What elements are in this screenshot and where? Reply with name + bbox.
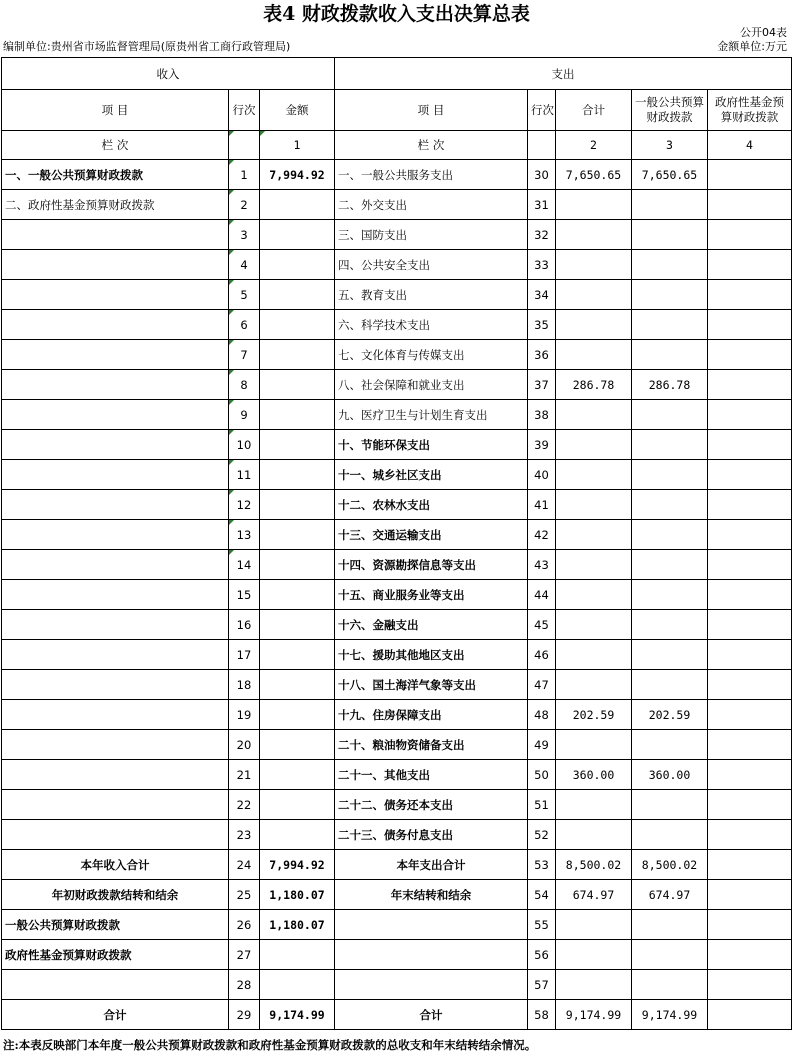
expense-gov-fund <box>708 370 792 400</box>
expense-line-no: 41 <box>528 490 556 520</box>
expense-line-no: 37 <box>528 370 556 400</box>
expense-item: 一、一般公共服务支出 <box>335 160 528 190</box>
expense-gov-fund <box>708 940 792 970</box>
income-item <box>2 400 229 430</box>
income-line-no: 3 <box>229 220 260 250</box>
expense-general-budget <box>632 460 708 490</box>
expense-line-no: 38 <box>528 400 556 430</box>
col3-label: 3 <box>632 131 708 160</box>
form-number: 公开04表 <box>740 26 787 39</box>
table-row <box>2 250 792 280</box>
col1-label: 1 <box>260 131 335 160</box>
expense-item: 十五、商业服务业等支出 <box>335 580 528 610</box>
income-item <box>2 670 229 700</box>
expense-item: 十三、交通运输支出 <box>335 520 528 550</box>
expense-line-no: 32 <box>528 220 556 250</box>
expense-line-no: 44 <box>528 580 556 610</box>
income-amount: 7,994.92 <box>260 160 335 190</box>
income-item <box>2 760 229 790</box>
expense-total <box>556 220 632 250</box>
income-amount-header: 金额 <box>260 90 335 131</box>
expense-general-budget <box>632 610 708 640</box>
expense-gov-fund <box>708 1000 792 1030</box>
expense-item: 七、文化体育与传媒支出 <box>335 340 528 370</box>
income-amount <box>260 670 335 700</box>
col4-label: 4 <box>708 131 792 160</box>
income-item <box>2 220 229 250</box>
table-row <box>2 220 792 250</box>
expense-line-no: 56 <box>528 940 556 970</box>
expense-item <box>335 910 528 940</box>
expense-total <box>556 520 632 550</box>
expense-item: 年末结转和结余 <box>335 880 528 910</box>
table-row <box>2 790 792 820</box>
expense-gov-fund <box>708 550 792 580</box>
income-line-no: 24 <box>229 850 260 880</box>
table-row <box>2 460 792 490</box>
table-row <box>2 520 792 550</box>
income-line-no: 23 <box>229 820 260 850</box>
expense-line-no: 57 <box>528 970 556 1000</box>
expense-item: 十六、金融支出 <box>335 610 528 640</box>
income-item <box>2 490 229 520</box>
expense-general-budget <box>632 580 708 610</box>
table-row <box>2 160 792 190</box>
income-line-no: 20 <box>229 730 260 760</box>
income-line-no: 15 <box>229 580 260 610</box>
income-amount <box>260 760 335 790</box>
expense-total <box>556 550 632 580</box>
expense-gov-fund <box>708 970 792 1000</box>
expense-general-budget <box>632 340 708 370</box>
income-amount <box>260 730 335 760</box>
expense-gov-fund <box>708 250 792 280</box>
expense-general-budget: 8,500.02 <box>632 850 708 880</box>
expense-item: 二十、粮油物资储备支出 <box>335 730 528 760</box>
income-amount: 1,180.07 <box>260 880 335 910</box>
expense-total <box>556 670 632 700</box>
expense-total <box>556 910 632 940</box>
expense-item: 本年支出合计 <box>335 850 528 880</box>
expense-general-budget: 674.97 <box>632 880 708 910</box>
income-item <box>2 430 229 460</box>
income-amount <box>260 250 335 280</box>
income-line-no: 26 <box>229 910 260 940</box>
expense-gov-fund <box>708 730 792 760</box>
income-item: 本年收入合计 <box>2 850 229 880</box>
table-row <box>2 820 792 850</box>
expense-general-budget: 360.00 <box>632 760 708 790</box>
expense-gov-fund <box>708 580 792 610</box>
expense-total: 360.00 <box>556 760 632 790</box>
expense-general-budget <box>632 550 708 580</box>
income-item: 一、一般公共预算财政拨款 <box>2 160 229 190</box>
table-row <box>2 760 792 790</box>
expense-line-no: 48 <box>528 700 556 730</box>
expense-total <box>556 730 632 760</box>
expense-item: 四、公共安全支出 <box>335 250 528 280</box>
expense-general-budget <box>632 940 708 970</box>
income-amount <box>260 610 335 640</box>
expense-item <box>335 970 528 1000</box>
col2-label: 2 <box>556 131 632 160</box>
expense-total <box>556 340 632 370</box>
income-line-no: 6 <box>229 310 260 340</box>
expense-line-no: 33 <box>528 250 556 280</box>
compiling-unit: 编制单位:贵州省市场监督管理局(原贵州省工商行政管理局) <box>3 40 291 53</box>
expense-total: 286.78 <box>556 370 632 400</box>
income-item <box>2 310 229 340</box>
table-row <box>2 190 792 220</box>
income-amount <box>260 280 335 310</box>
expense-total: 8,500.02 <box>556 850 632 880</box>
expense-line-no: 54 <box>528 880 556 910</box>
expense-general-budget <box>632 790 708 820</box>
footnote: 注:本表反映部门本年度一般公共预算财政拨款和政府性基金预算财政拨款的总收支和年末结转结余情况。 <box>3 1038 537 1052</box>
table-row <box>2 670 792 700</box>
income-line-no: 17 <box>229 640 260 670</box>
expense-general-budget <box>632 280 708 310</box>
amount-unit: 金额单位:万元 <box>717 40 787 53</box>
expense-general-budget: 286.78 <box>632 370 708 400</box>
income-line-no: 18 <box>229 670 260 700</box>
income-item: 一般公共预算财政拨款 <box>2 910 229 940</box>
table-row <box>2 910 792 940</box>
expense-gov-fund <box>708 820 792 850</box>
income-amount <box>260 970 335 1000</box>
expense-total <box>556 430 632 460</box>
income-item <box>2 280 229 310</box>
income-item <box>2 730 229 760</box>
expense-line-no: 39 <box>528 430 556 460</box>
income-line-no: 21 <box>229 760 260 790</box>
income-amount <box>260 490 335 520</box>
income-line-no: 1 <box>229 160 260 190</box>
expense-general-budget <box>632 490 708 520</box>
expense-general-budget: 202.59 <box>632 700 708 730</box>
expense-general-budget <box>632 520 708 550</box>
table-row <box>2 970 792 1000</box>
table-row <box>2 280 792 310</box>
income-line-no: 22 <box>229 790 260 820</box>
expense-line-no: 42 <box>528 520 556 550</box>
income-line-no: 13 <box>229 520 260 550</box>
expense-line-no: 52 <box>528 820 556 850</box>
table-row <box>2 310 792 340</box>
expense-gov-fund <box>708 880 792 910</box>
income-line-no: 28 <box>229 970 260 1000</box>
income-column-no-blank <box>229 131 260 160</box>
expense-line-no-header: 行次 <box>528 90 556 131</box>
gov-fund-header: 政府性基金预算财政拨款 <box>708 90 792 131</box>
expense-total <box>556 280 632 310</box>
expense-line-no: 50 <box>528 760 556 790</box>
table-row <box>2 430 792 460</box>
expense-item: 十八、国土海洋气象等支出 <box>335 670 528 700</box>
expense-gov-fund <box>708 670 792 700</box>
expense-gov-fund <box>708 850 792 880</box>
expense-line-no: 31 <box>528 190 556 220</box>
income-amount: 1,180.07 <box>260 910 335 940</box>
expense-general-budget <box>632 250 708 280</box>
expense-item: 十四、资源勘探信息等支出 <box>335 550 528 580</box>
income-item <box>2 700 229 730</box>
income-amount <box>260 790 335 820</box>
expense-total <box>556 640 632 670</box>
table-row <box>2 700 792 730</box>
income-item <box>2 790 229 820</box>
income-amount <box>260 940 335 970</box>
expense-gov-fund <box>708 610 792 640</box>
income-amount <box>260 400 335 430</box>
income-item <box>2 640 229 670</box>
income-amount <box>260 370 335 400</box>
income-amount <box>260 700 335 730</box>
expense-total: 7,650.65 <box>556 160 632 190</box>
income-item <box>2 250 229 280</box>
expense-item: 十七、援助其他地区支出 <box>335 640 528 670</box>
expense-line-no: 34 <box>528 280 556 310</box>
expense-general-budget: 7,650.65 <box>632 160 708 190</box>
expense-total: 674.97 <box>556 880 632 910</box>
expense-gov-fund <box>708 760 792 790</box>
expense-total <box>556 250 632 280</box>
income-line-no: 10 <box>229 430 260 460</box>
expense-line-no: 51 <box>528 790 556 820</box>
income-line-no: 12 <box>229 490 260 520</box>
report-table <box>1 57 792 1030</box>
income-amount <box>260 820 335 850</box>
income-item: 政府性基金预算财政拨款 <box>2 940 229 970</box>
expense-general-budget <box>632 220 708 250</box>
income-amount <box>260 580 335 610</box>
income-line-no: 7 <box>229 340 260 370</box>
income-item-header: 项 目 <box>2 90 229 131</box>
expense-gov-fund <box>708 190 792 220</box>
expense-total <box>556 580 632 610</box>
expense-general-budget <box>632 670 708 700</box>
income-item <box>2 610 229 640</box>
expense-general-budget <box>632 400 708 430</box>
expense-general-budget <box>632 820 708 850</box>
expense-item: 十二、农林水支出 <box>335 490 528 520</box>
income-line-no: 4 <box>229 250 260 280</box>
income-amount <box>260 550 335 580</box>
income-item <box>2 370 229 400</box>
expense-line-no: 40 <box>528 460 556 490</box>
income-amount <box>260 640 335 670</box>
table-row <box>2 730 792 760</box>
expense-gov-fund <box>708 220 792 250</box>
income-amount <box>260 460 335 490</box>
expense-line-no: 49 <box>528 730 556 760</box>
expense-item: 六、科学技术支出 <box>335 310 528 340</box>
income-amount <box>260 520 335 550</box>
expense-item: 五、教育支出 <box>335 280 528 310</box>
expense-line-no: 53 <box>528 850 556 880</box>
table-row <box>2 610 792 640</box>
expense-item: 二、外交支出 <box>335 190 528 220</box>
expense-column-label: 栏 次 <box>335 131 528 160</box>
expense-total <box>556 610 632 640</box>
expense-line-no: 36 <box>528 340 556 370</box>
income-item <box>2 460 229 490</box>
general-budget-header: 一般公共预算财政拨款 <box>632 90 708 131</box>
income-line-no: 9 <box>229 400 260 430</box>
report-title: 表4 财政拨款收入支出决算总表 <box>263 3 530 25</box>
expense-gov-fund <box>708 490 792 520</box>
income-item <box>2 580 229 610</box>
table-row <box>2 1000 792 1030</box>
expense-item: 八、社会保障和就业支出 <box>335 370 528 400</box>
expense-line-no: 46 <box>528 640 556 670</box>
expense-item: 十一、城乡社区支出 <box>335 460 528 490</box>
expense-general-budget <box>632 910 708 940</box>
expense-item-header: 项 目 <box>335 90 528 131</box>
expense-general-budget <box>632 970 708 1000</box>
expense-item <box>335 940 528 970</box>
expense-total <box>556 190 632 220</box>
expense-total-header: 合计 <box>556 90 632 131</box>
expense-item: 合计 <box>335 1000 528 1030</box>
table-row <box>2 850 792 880</box>
table-row <box>2 940 792 970</box>
expense-total <box>556 400 632 430</box>
income-line-no-header: 行次 <box>229 90 260 131</box>
income-item <box>2 340 229 370</box>
expense-gov-fund <box>708 160 792 190</box>
expense-total <box>556 790 632 820</box>
expense-line-no: 45 <box>528 610 556 640</box>
expense-item: 十、节能环保支出 <box>335 430 528 460</box>
expense-general-budget <box>632 310 708 340</box>
income-line-no: 11 <box>229 460 260 490</box>
income-header: 收入 <box>2 58 335 90</box>
expense-total <box>556 940 632 970</box>
table-row <box>2 550 792 580</box>
income-line-no: 14 <box>229 550 260 580</box>
expense-line-no: 35 <box>528 310 556 340</box>
income-amount <box>260 190 335 220</box>
expense-general-budget <box>632 730 708 760</box>
income-line-no: 5 <box>229 280 260 310</box>
expense-gov-fund <box>708 700 792 730</box>
income-amount: 7,994.92 <box>260 850 335 880</box>
expense-total <box>556 310 632 340</box>
expense-total: 9,174.99 <box>556 1000 632 1030</box>
income-line-no: 25 <box>229 880 260 910</box>
table-row <box>2 370 792 400</box>
expense-line-no: 30 <box>528 160 556 190</box>
income-line-no: 19 <box>229 700 260 730</box>
expense-total <box>556 460 632 490</box>
expense-gov-fund <box>708 430 792 460</box>
expense-gov-fund <box>708 640 792 670</box>
expense-line-no: 43 <box>528 550 556 580</box>
expense-total: 202.59 <box>556 700 632 730</box>
table-row <box>2 340 792 370</box>
income-amount <box>260 430 335 460</box>
expense-item: 二十二、债务还本支出 <box>335 790 528 820</box>
expense-general-budget <box>632 190 708 220</box>
expense-general-budget <box>632 640 708 670</box>
table-row <box>2 880 792 910</box>
expense-line-no: 47 <box>528 670 556 700</box>
expense-line-no: 58 <box>528 1000 556 1030</box>
expense-gov-fund <box>708 400 792 430</box>
expense-total <box>556 490 632 520</box>
income-amount: 9,174.99 <box>260 1000 335 1030</box>
expense-column-no-blank <box>528 131 556 160</box>
expense-total <box>556 820 632 850</box>
income-item: 合计 <box>2 1000 229 1030</box>
expense-gov-fund <box>708 280 792 310</box>
expense-gov-fund <box>708 340 792 370</box>
table-row <box>2 580 792 610</box>
table-row <box>2 490 792 520</box>
income-amount <box>260 310 335 340</box>
expense-item: 二十一、其他支出 <box>335 760 528 790</box>
expense-gov-fund <box>708 910 792 940</box>
income-item <box>2 550 229 580</box>
expense-gov-fund <box>708 790 792 820</box>
table-row <box>2 640 792 670</box>
income-line-no: 27 <box>229 940 260 970</box>
expense-total <box>556 970 632 1000</box>
table-row <box>2 400 792 430</box>
expense-gov-fund <box>708 310 792 340</box>
expense-item: 十九、住房保障支出 <box>335 700 528 730</box>
expense-gov-fund <box>708 460 792 490</box>
income-amount <box>260 340 335 370</box>
expense-general-budget: 9,174.99 <box>632 1000 708 1030</box>
income-item: 年初财政拨款结转和结余 <box>2 880 229 910</box>
expense-item: 二十三、债务付息支出 <box>335 820 528 850</box>
income-amount <box>260 220 335 250</box>
expense-gov-fund <box>708 520 792 550</box>
expense-item: 三、国防支出 <box>335 220 528 250</box>
expense-line-no: 55 <box>528 910 556 940</box>
income-item <box>2 970 229 1000</box>
income-line-no: 16 <box>229 610 260 640</box>
income-line-no: 29 <box>229 1000 260 1030</box>
income-item <box>2 520 229 550</box>
income-column-label: 栏 次 <box>2 131 229 160</box>
income-line-no: 2 <box>229 190 260 220</box>
expense-general-budget <box>632 430 708 460</box>
expense-header: 支出 <box>335 58 792 90</box>
income-item <box>2 820 229 850</box>
income-line-no: 8 <box>229 370 260 400</box>
expense-item: 九、医疗卫生与计划生育支出 <box>335 400 528 430</box>
income-item: 二、政府性基金预算财政拨款 <box>2 190 229 220</box>
